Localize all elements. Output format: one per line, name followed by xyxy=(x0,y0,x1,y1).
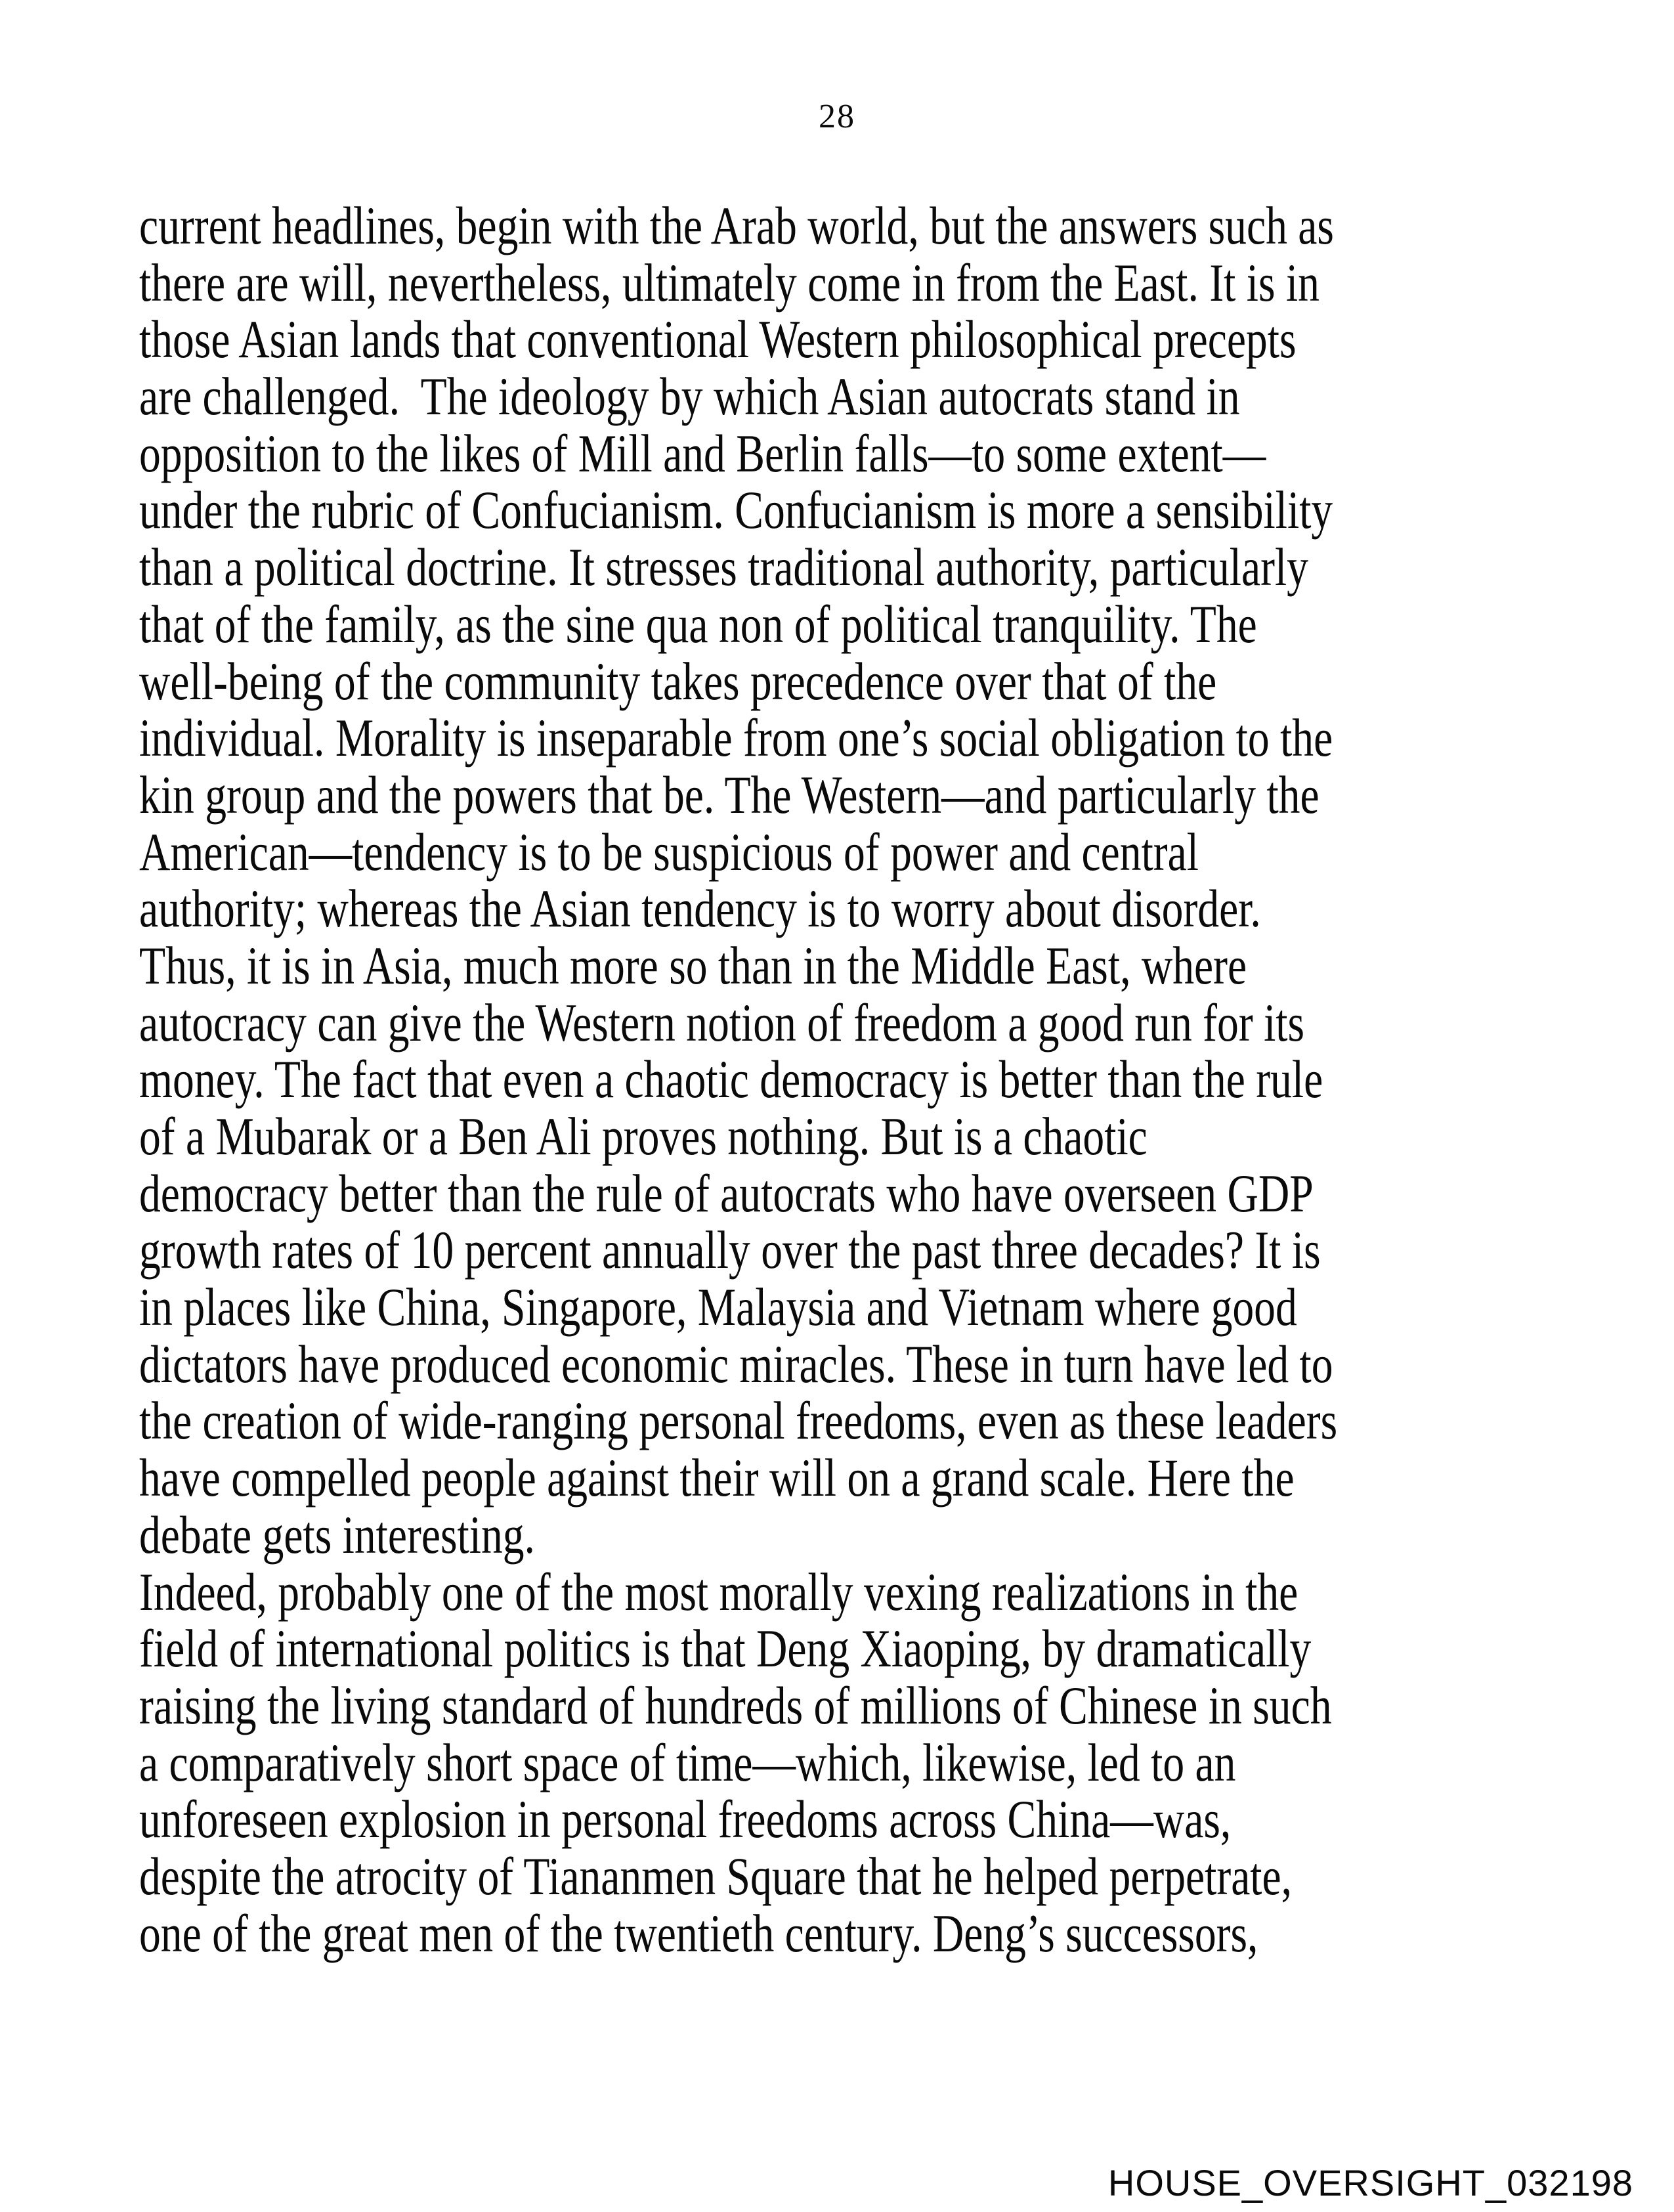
text-line: there are will, nevertheless, ultimately come in from the East. It is in xyxy=(139,252,1320,313)
text-line: a comparatively short space of time—which, likewise, led to an xyxy=(139,1732,1236,1792)
text-line: that of the family, as the sine qua non of political tranquility. The xyxy=(139,594,1257,654)
text-line: individual. Morality is inseparable from one’s social obligation to the xyxy=(139,708,1333,768)
text-line: autocracy can give the Western notion of freedom a good run for its xyxy=(139,992,1305,1052)
page-number: 28 xyxy=(819,98,855,135)
text-line: field of international politics is that Deng Xiaoping, by dramatically xyxy=(139,1618,1312,1679)
text-line: growth rates of 10 percent annually over the past three decades? It is xyxy=(139,1220,1321,1280)
bates-stamp: HOUSE_OVERSIGHT_032198 xyxy=(1107,2162,1633,2203)
text-line: money. The fact that even a chaotic democracy is better than the rule xyxy=(139,1049,1323,1110)
text-line: Indeed, probably one of the most morally vexing realizations in the xyxy=(139,1561,1298,1622)
text-line: current headlines, begin with the Arab world, but the answers such as xyxy=(139,196,1334,255)
text-line: in places like China, Singapore, Malaysia and Vietnam where good xyxy=(139,1277,1297,1337)
text-line: than a political doctrine. It stresses traditional authority, particularly xyxy=(139,537,1308,597)
text-line: of a Mubarak or a Ben Ali proves nothing. But is a chaotic xyxy=(139,1106,1148,1166)
body-text xyxy=(139,198,1649,1962)
text-line: have compelled people against their will on a grand scale. Here the xyxy=(139,1448,1295,1508)
text-line: well-being of the community takes precedence over that of the xyxy=(139,651,1217,711)
text-line: Thus, it is in Asia, much more so than in the Middle East, where xyxy=(139,935,1247,995)
text-line: unforeseen explosion in personal freedoms across China—was, xyxy=(139,1789,1232,1850)
text-line: despite the atrocity of Tiananmen Square that he helped perpetrate, xyxy=(139,1846,1293,1906)
text-line: those Asian lands that conventional Western philosophical precepts xyxy=(139,309,1297,370)
text-line: one of the great men of the twentieth century. Deng’s successors, xyxy=(139,1903,1258,1963)
text-line: are challenged. The ideology by which Asian autocrats stand in xyxy=(139,366,1240,427)
text-line: dictators have produced economic miracles. These in turn have led to xyxy=(139,1334,1333,1394)
text-line: raising the living standard of hundreds of millions of Chinese in such xyxy=(139,1675,1332,1735)
text-line: kin group and the powers that be. The Western—and particularly the xyxy=(139,764,1320,825)
text-line: the creation of wide-ranging personal freedoms, even as these leaders xyxy=(139,1391,1338,1451)
text-line: under the rubric of Confucianism. Confucianism is more a sensibility xyxy=(139,480,1333,540)
text-line: opposition to the likes of Mill and Berlin falls—to some extent— xyxy=(139,423,1266,483)
text-line: debate gets interesting. xyxy=(139,1504,535,1565)
text-line: authority; whereas the Asian tendency is to worry about disorder. xyxy=(139,878,1261,939)
text-line: democracy better than the rule of autocrats who have overseen GDP xyxy=(139,1163,1314,1223)
text-line: American—tendency is to be suspicious of power and central xyxy=(139,821,1199,882)
